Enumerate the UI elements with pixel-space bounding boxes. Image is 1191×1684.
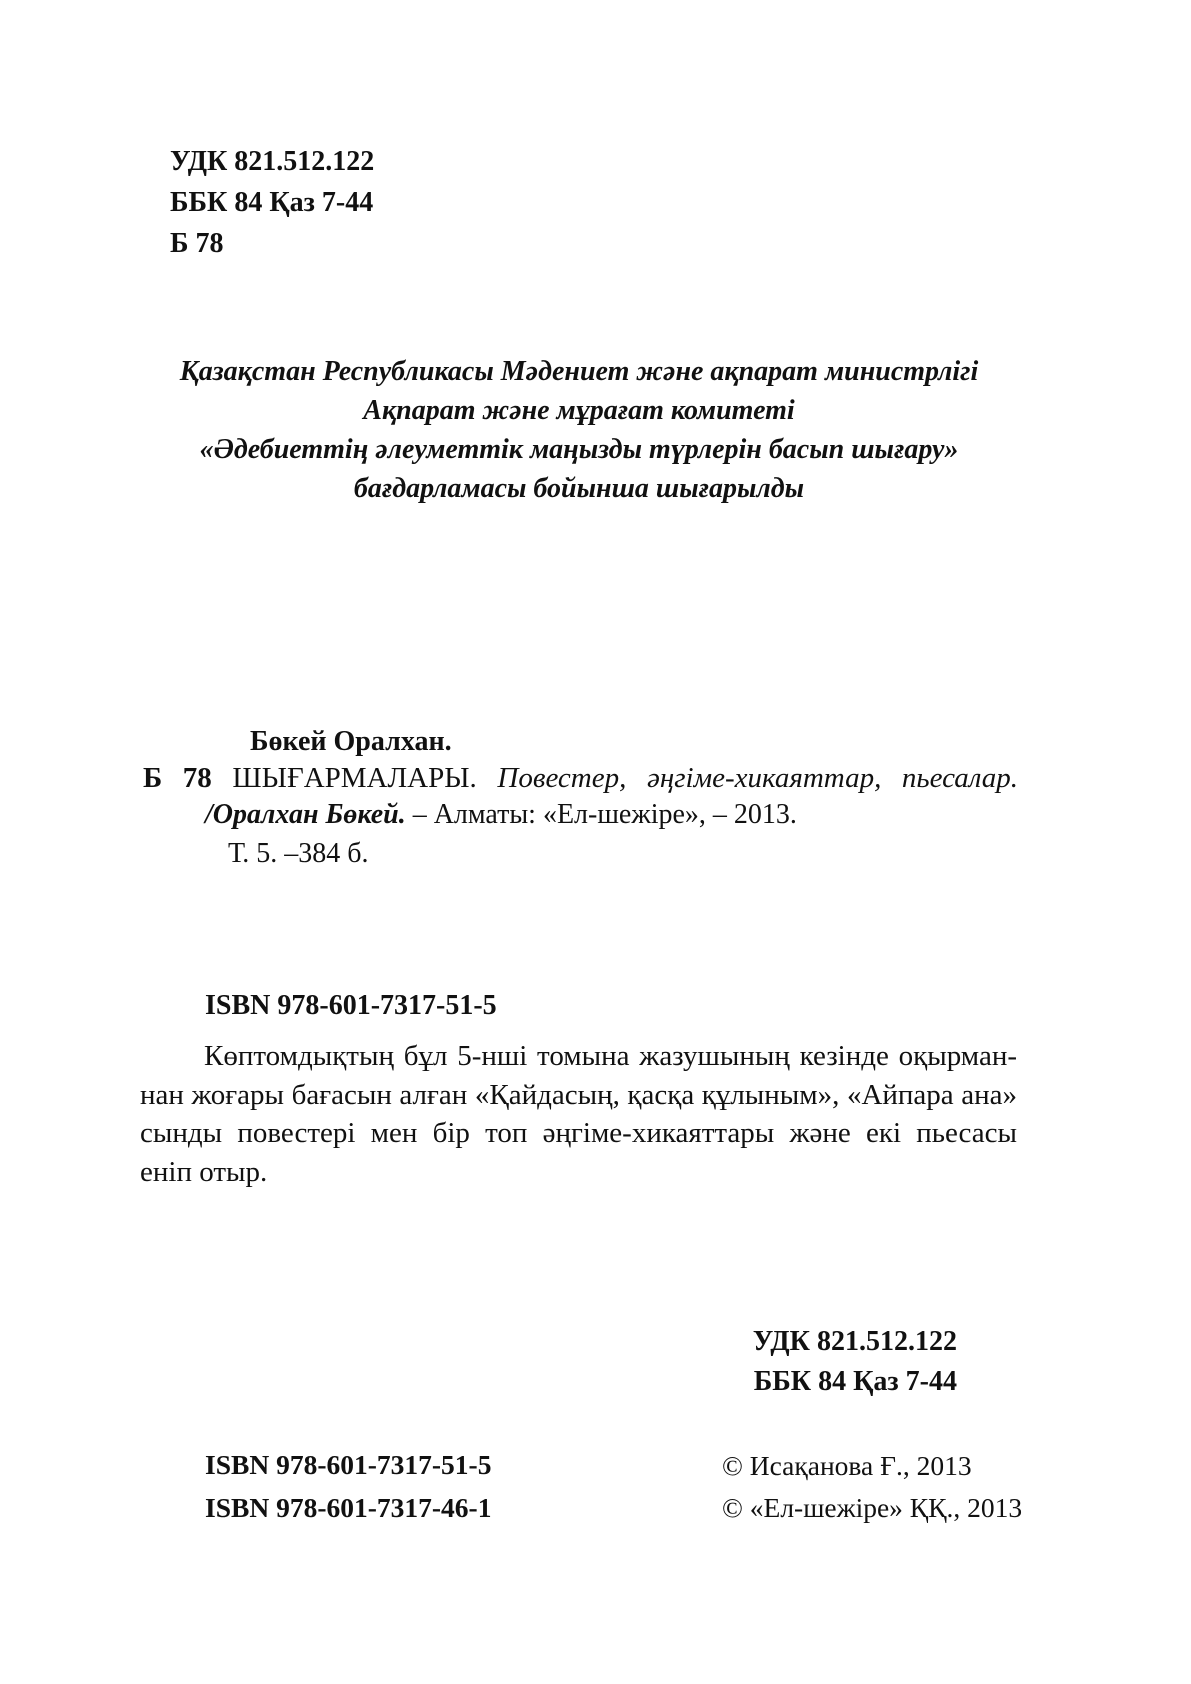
catalog-card-imprint-line — [205, 799, 797, 831]
catalog-title: ШЫҒАРМАЛАРЫ. — [232, 762, 477, 794]
bottom-isbn-1: ISBN 978-601-7317-51-5 — [205, 1449, 492, 1480]
annotation-line-2: нан жоғары бағасын алған «Қайдасың, қасқа құлыным», «Айпара ана» — [140, 1078, 1017, 1111]
ministry-line-3: «Әдебиеттің әлеуметтік маңызды түрлерін басып шығару» — [199, 434, 959, 465]
annotation-line-3: сынды повестері мен бір топ әңгіме-хикаяттары және екі пьесасы — [140, 1117, 1017, 1149]
catalog-card-main-line — [143, 762, 1018, 795]
ministry-program-note — [140, 352, 1018, 508]
isbn-main: ISBN 978-601-7317-51-5 — [205, 990, 497, 1021]
catalog-subtitle: Повестер, әңгіме-хикаяттар, пьесалар. — [497, 762, 1018, 794]
catalog-card-author: Бөкей Оралхан. — [250, 726, 452, 757]
imprint-publisher: – Алматы: «Ел-шежіре», – 2013. — [405, 799, 797, 830]
bbk-code: ББК 84 Қаз 7-44 — [170, 187, 374, 218]
copyright-block — [722, 1445, 1022, 1529]
annotation-paragraph — [140, 1037, 1017, 1191]
top-classification-block — [170, 141, 374, 264]
annotation-line-4: еніп отыр. — [140, 1155, 268, 1188]
author-sign-code: Б 78 — [170, 228, 224, 259]
bottom-isbn-block — [205, 1443, 491, 1529]
ministry-line-2: Ақпарат және мұрағат комитеті — [363, 395, 795, 426]
imprint-author: /Оралхан Бөкей. — [205, 799, 406, 830]
copyright-line-1: © Исақанова Ғ., 2013 — [722, 1450, 972, 1481]
bottom-classification-block — [753, 1322, 957, 1402]
volume-pages-line: Т. 5. –384 б. — [228, 838, 369, 869]
annotation-line-1: Көптомдықтың бұл 5-нші томына жазушының кезінде оқырман- — [204, 1040, 1017, 1072]
bottom-udc-code: УДК 821.512.122 — [752, 1326, 957, 1357]
ministry-line-4: бағдарламасы бойынша шығарылды — [353, 473, 805, 504]
copyright-line-2: © «Ел-шежіре» ҚҚ., 2013 — [722, 1492, 1023, 1523]
bottom-isbn-2: ISBN 978-601-7317-46-1 — [205, 1492, 492, 1523]
udc-code: УДК 821.512.122 — [170, 146, 375, 177]
ministry-line-1: Қазақстан Республикасы Мәдениет және ақпарат министрлігі — [179, 356, 979, 387]
catalog-entry-code: Б 78 — [143, 762, 212, 794]
bottom-bbk-code: ББК 84 Қаз 7-44 — [753, 1366, 957, 1397]
